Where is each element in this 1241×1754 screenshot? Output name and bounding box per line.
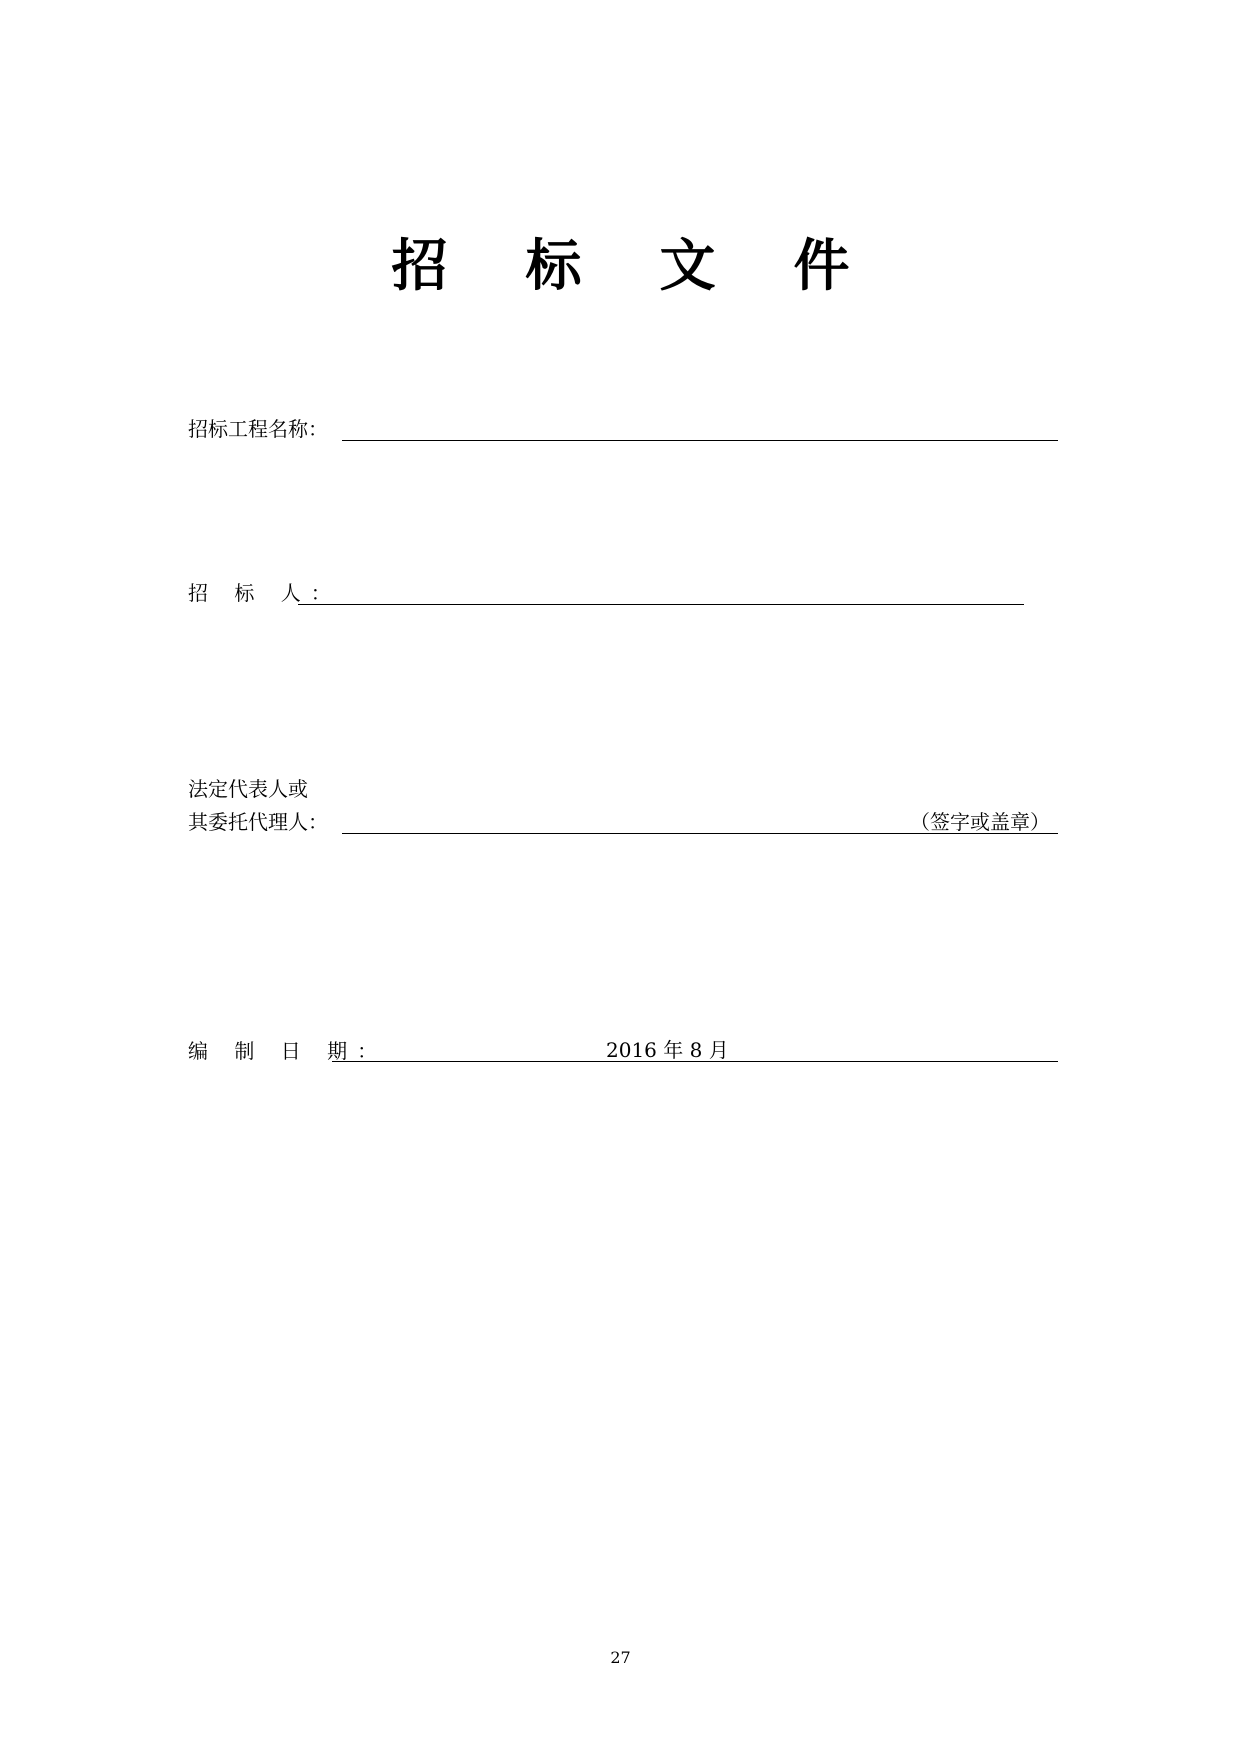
project-name-label: 招标工程名称： [188, 417, 328, 441]
tenderer-label: 招 标 人： [188, 581, 341, 605]
legal-rep-label-line2: 其委托代理人： [188, 810, 328, 834]
title-char: 招 [391, 234, 448, 299]
signature-note: （签字或盖章） [910, 810, 1050, 834]
title-char: 件 [793, 234, 850, 299]
tenderer-field-line[interactable] [298, 604, 1024, 605]
compile-date-label: 编 制 日 期： [188, 1039, 388, 1063]
legal-rep-label-line1: 法定代表人或 [188, 777, 308, 801]
compile-date-value: 2016 年 8 月 [606, 1038, 729, 1062]
page-number: 27 [610, 1648, 631, 1667]
document-title [0, 232, 1241, 302]
project-name-field-line[interactable] [342, 440, 1058, 441]
title-char: 文 [659, 234, 716, 299]
title-char: 标 [525, 234, 582, 299]
